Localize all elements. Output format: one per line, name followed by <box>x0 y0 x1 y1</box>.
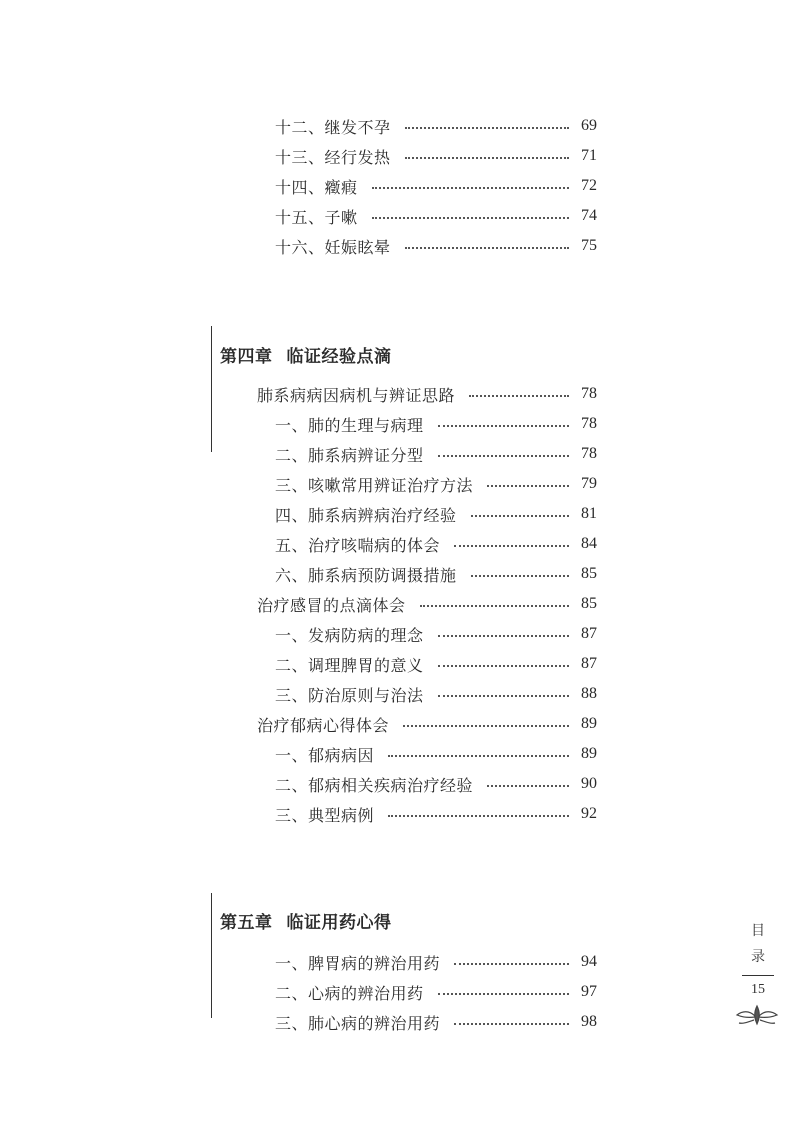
chapter-5-title: 临证用药心得 <box>286 913 392 933</box>
toc-entry[interactable] <box>275 439 597 469</box>
chapter-5-number: 第五章 <box>220 913 273 933</box>
toc-entry[interactable] <box>275 679 597 709</box>
toc-entry-page: 87 <box>581 655 597 672</box>
toc-entry-title: 肺系病病因病机与辨证思路 <box>257 385 456 405</box>
toc-entry[interactable] <box>275 559 597 589</box>
toc-entry-title: 六、肺系病预防调摄措施 <box>275 565 457 585</box>
toc-entry-page: 79 <box>581 475 597 492</box>
toc-entry-title: 一、脾胃病的辨治用药 <box>275 953 441 973</box>
dot-leader <box>438 455 569 457</box>
dot-leader <box>388 755 569 757</box>
toc-entry-page: 74 <box>581 207 597 224</box>
dot-leader <box>438 665 569 667</box>
toc-entry-title: 二、肺系病辨证分型 <box>275 445 424 465</box>
toc-entry-page: 78 <box>581 385 597 402</box>
dot-leader <box>454 963 569 965</box>
side-divider <box>742 975 774 976</box>
toc-entry-page: 85 <box>581 595 597 612</box>
toc-entry-title: 二、心病的辨治用药 <box>275 983 424 1003</box>
dot-leader <box>405 127 569 129</box>
toc-entry[interactable] <box>275 231 597 261</box>
toc-entry-page: 78 <box>581 415 597 432</box>
dot-leader <box>471 515 569 517</box>
toc-entry-title: 十三、经行发热 <box>275 147 391 167</box>
toc-entry-page: 75 <box>581 237 597 254</box>
toc-entry-title: 十六、妊娠眩晕 <box>275 237 391 257</box>
toc-entry-page: 89 <box>581 715 597 732</box>
toc-entry[interactable] <box>275 977 597 1007</box>
toc-entry-title: 一、肺的生理与病理 <box>275 415 424 435</box>
toc-entry-page: 72 <box>581 177 597 194</box>
toc-entry-title: 三、咳嗽常用辨证治疗方法 <box>275 475 474 495</box>
toc-entry[interactable] <box>275 769 597 799</box>
toc-entry-title: 十四、癥瘕 <box>275 177 358 197</box>
dot-leader <box>438 425 569 427</box>
toc-entry[interactable] <box>275 649 597 679</box>
side-label-top: 目 <box>751 923 765 939</box>
dot-leader <box>469 395 569 397</box>
toc-entry[interactable] <box>257 379 597 409</box>
toc-entry[interactable] <box>275 171 597 201</box>
toc-entry-page: 88 <box>581 685 597 702</box>
toc-entry-title: 三、典型病例 <box>275 805 375 825</box>
toc-entry-title: 十五、子嗽 <box>275 207 358 227</box>
toc-entry-title: 治疗感冒的点滴体会 <box>257 595 406 615</box>
dot-leader <box>405 157 569 159</box>
toc-entry-page: 69 <box>581 117 597 134</box>
toc-entry[interactable] <box>275 619 597 649</box>
toc-entry-title: 十二、继发不孕 <box>275 117 391 137</box>
toc-entry[interactable] <box>257 709 597 739</box>
side-page-number: 15 <box>751 982 765 997</box>
toc-entry-title: 四、肺系病辨病治疗经验 <box>275 505 457 525</box>
dot-leader <box>372 217 569 219</box>
toc-entry-title: 三、肺心病的辨治用药 <box>275 1013 441 1033</box>
toc-entry[interactable] <box>275 201 597 231</box>
flourish-icon <box>734 1002 780 1032</box>
chapter-5-heading[interactable] <box>220 908 392 933</box>
toc-entry-title: 三、防治原则与治法 <box>275 685 424 705</box>
toc-entry-page: 92 <box>581 805 597 822</box>
toc-entry-title: 一、发病防病的理念 <box>275 625 424 645</box>
toc-entry[interactable] <box>275 529 597 559</box>
toc-entry[interactable] <box>275 469 597 499</box>
toc-entry-page: 97 <box>581 983 597 1000</box>
dot-leader <box>438 695 569 697</box>
toc-entry-page: 81 <box>581 505 597 522</box>
dot-leader <box>438 993 569 995</box>
toc-entry[interactable] <box>275 141 597 171</box>
toc-entry-page: 87 <box>581 625 597 642</box>
toc-entry-page: 89 <box>581 745 597 762</box>
toc-entry-page: 94 <box>581 953 597 970</box>
toc-entry-page: 85 <box>581 565 597 582</box>
dot-leader <box>487 485 569 487</box>
toc-entry-title: 二、调理脾胃的意义 <box>275 655 424 675</box>
dot-leader <box>438 635 569 637</box>
dot-leader <box>403 725 569 727</box>
dot-leader <box>405 247 569 249</box>
chapter-4-number: 第四章 <box>220 347 273 367</box>
toc-entry-page: 84 <box>581 535 597 552</box>
side-label-bottom: 录 <box>751 949 765 965</box>
dot-leader <box>388 815 569 817</box>
toc-entry[interactable] <box>275 499 597 529</box>
toc-entry-title: 治疗郁病心得体会 <box>257 715 390 735</box>
toc-entry-title: 二、郁病相关疾病治疗经验 <box>275 775 474 795</box>
toc-entry-page: 78 <box>581 445 597 462</box>
toc-entry-page: 71 <box>581 147 597 164</box>
toc-entry[interactable] <box>275 409 597 439</box>
toc-entry-title: 五、治疗咳喘病的体会 <box>275 535 441 555</box>
dot-leader <box>487 785 569 787</box>
toc-entry-page: 98 <box>581 1013 597 1030</box>
toc-entry-page: 90 <box>581 775 597 792</box>
chapter-4-title: 临证经验点滴 <box>286 347 392 367</box>
toc-entry-title: 一、郁病病因 <box>275 745 375 765</box>
dot-leader <box>471 575 569 577</box>
toc-entry[interactable] <box>275 947 597 977</box>
toc-entry[interactable] <box>275 799 597 829</box>
dot-leader <box>420 605 569 607</box>
dot-leader <box>454 545 569 547</box>
chapter-4-bar <box>211 326 212 452</box>
dot-leader <box>372 187 569 189</box>
toc-entry[interactable] <box>257 589 597 619</box>
toc-entry[interactable] <box>275 111 597 141</box>
chapter-5-bar <box>211 893 212 1018</box>
chapter-4-heading[interactable] <box>220 342 392 367</box>
toc-entry[interactable] <box>275 1007 597 1037</box>
toc-entry[interactable] <box>275 739 597 769</box>
dot-leader <box>454 1023 569 1025</box>
